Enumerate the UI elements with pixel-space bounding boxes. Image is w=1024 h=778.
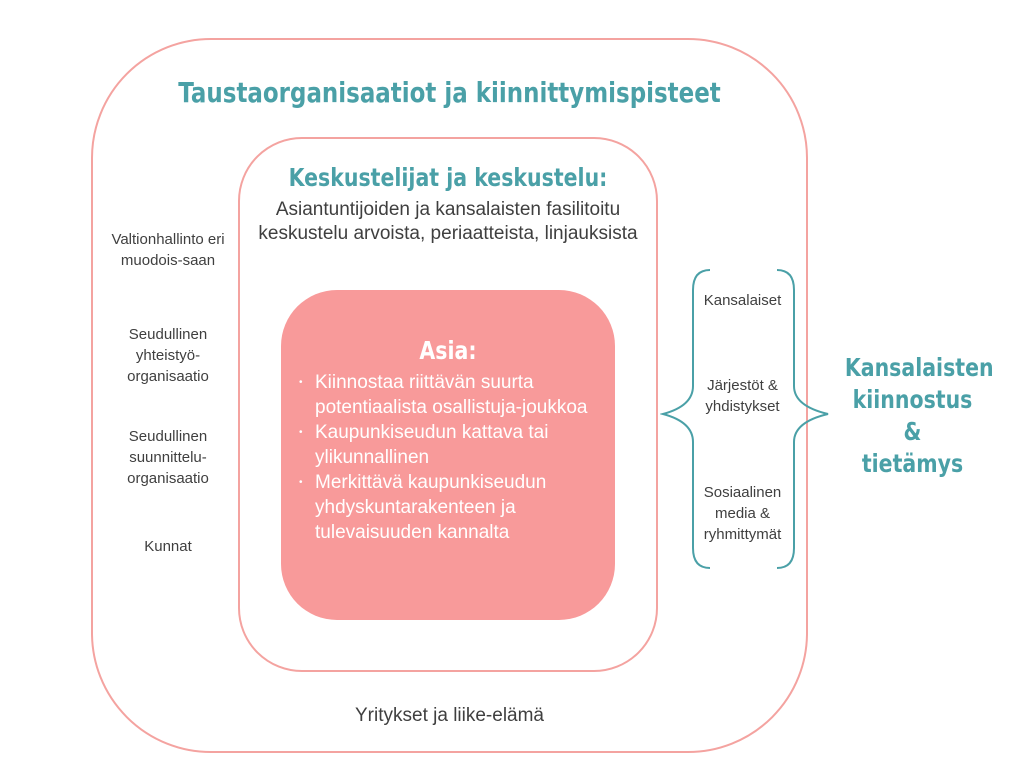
- right-title-line: tietämys: [861, 449, 964, 478]
- left-label-valtionhallinto: Valtionhallinto eri muodois-saan: [111, 231, 225, 269]
- middle-title: Keskustelijat ja keskustelu:: [288, 163, 608, 192]
- inner-bullet-list: [297, 370, 597, 545]
- bottom-label: Yritykset ja liike-elämä: [355, 705, 544, 726]
- middle-description: Asiantuntijoiden ja kansalaisten fasilitoitu keskustelu arvoista, periaatteista, linjauksista: [258, 199, 638, 244]
- left-label-seudullinen-yhteistyo: Seudullinen yhteistyö-organisaatio: [127, 326, 209, 385]
- outer-title: Taustaorganisaatiot ja kiinnittymispisteet: [178, 76, 721, 109]
- inner-bullet: • Kaupunkiseudun kattava tai ylikunnallinen: [297, 420, 597, 470]
- right-item-kansalaiset: Kansalaiset: [703, 292, 782, 309]
- inner-bullet: • Kiinnostaa riittävän suurta potentiaalista osallistuja-joukkoa: [297, 370, 597, 420]
- right-title-line: kiinnostus: [852, 385, 973, 414]
- right-item-sosiaalinen-media: Sosiaalinen media & ryhmittymät: [703, 484, 782, 543]
- right-title-line: Kansalaisten: [844, 353, 994, 382]
- right-title: [844, 352, 994, 480]
- inner-title: Asia:: [419, 336, 477, 365]
- left-label-kunnat: Kunnat: [144, 538, 192, 555]
- right-title-line: &: [903, 417, 922, 446]
- inner-bullet: • Merkittävä kaupunkiseudun yhdyskuntarakenteen ja tulevaisuuden kannalta: [297, 470, 597, 545]
- left-label-seudullinen-suunnittelu: Seudullinen suunnittelu-organisaatio: [127, 428, 209, 487]
- right-item-jarjestot: Järjestöt & yhdistykset: [705, 377, 780, 415]
